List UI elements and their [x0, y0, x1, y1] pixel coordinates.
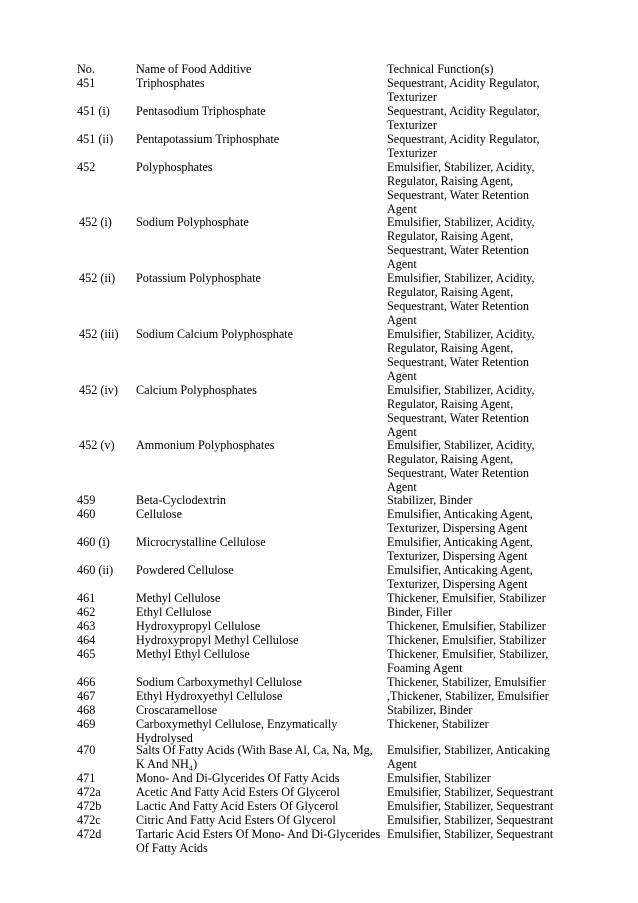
- cell-function-line: Thickener, Stabilizer, Emulsifier: [387, 675, 546, 689]
- cell-function: [387, 703, 472, 717]
- cell-no: 452 (iv): [79, 383, 118, 397]
- cell-function-line: Thickener, Emulsifier, Stabilizer: [387, 633, 546, 647]
- cell-name: [136, 591, 220, 605]
- cell-name: [136, 689, 282, 703]
- cell-function-line: Agent: [387, 313, 417, 327]
- cell-function: [387, 717, 489, 731]
- cell-function: [387, 591, 546, 605]
- cell-name: [136, 132, 279, 146]
- cell-name: [136, 813, 336, 827]
- cell-function: [387, 104, 540, 132]
- cell-function-line: Emulsifier, Anticaking Agent,: [387, 535, 533, 549]
- cell-function-line: Foaming Agent: [387, 661, 463, 675]
- cell-name-line: Cellulose: [136, 507, 183, 521]
- cell-function: [387, 813, 553, 827]
- cell-no: 469: [77, 717, 96, 731]
- cell-name-line: Carboxymethyl Cellulose, Enzymatically: [136, 717, 338, 731]
- cell-name-line: Sodium Calcium Polyphosphate: [136, 327, 294, 341]
- cell-function-line: Emulsifier, Stabilizer, Acidity,: [387, 215, 535, 229]
- cell-function-line: Texturizer, Dispersing Agent: [387, 577, 528, 591]
- cell-no: 471: [77, 771, 96, 785]
- cell-name: [136, 717, 337, 745]
- cell-function-line: Sequestrant, Acidity Regulator,: [387, 132, 540, 146]
- cell-name: [136, 160, 213, 174]
- cell-function: [387, 647, 548, 675]
- cell-name-line: Triphosphates: [136, 76, 205, 90]
- cell-function-line: Stabilizer, Binder: [387, 703, 473, 717]
- cell-function: [387, 215, 535, 271]
- cell-no: 463: [77, 619, 96, 633]
- cell-no: 464: [77, 633, 96, 647]
- cell-function: [387, 605, 452, 619]
- cell-function-line: Sequestrant, Water Retention: [387, 355, 529, 369]
- cell-function: [387, 132, 540, 160]
- cell-function-line: Emulsifier, Stabilizer, Acidity,: [387, 383, 535, 397]
- header-name: Name of Food Additive: [136, 62, 252, 76]
- cell-name: [136, 647, 250, 661]
- cell-function: [387, 689, 549, 703]
- cell-name-line: Powdered Cellulose: [136, 563, 234, 577]
- cell-no: 452 (ii): [79, 271, 116, 285]
- cell-no: 459: [77, 493, 96, 507]
- cell-function-line: Emulsifier, Stabilizer, Acidity,: [387, 271, 535, 285]
- cell-name: [136, 703, 217, 717]
- cell-function-line: Regulator, Raising Agent,: [387, 174, 514, 188]
- cell-no: 472d: [77, 827, 102, 841]
- cell-function-line: Texturizer, Dispersing Agent: [387, 521, 528, 535]
- cell-no: 452 (v): [79, 438, 115, 452]
- cell-function-line: Texturizer: [387, 118, 437, 132]
- cell-function: [387, 785, 553, 799]
- cell-function-line: Agent: [387, 202, 417, 216]
- cell-name-line: Sodium Carboxymethyl Cellulose: [136, 675, 302, 689]
- cell-function-line: Texturizer: [387, 146, 437, 160]
- cell-function-line: Emulsifier, Anticaking Agent,: [387, 563, 533, 577]
- cell-function-line: Binder, Filler: [387, 605, 453, 619]
- cell-name-line: Croscaramellose: [136, 703, 218, 717]
- cell-name: [136, 507, 182, 521]
- cell-name-line: K And NH₄): [136, 757, 198, 771]
- cell-no: 470: [77, 743, 96, 757]
- cell-function: [387, 493, 472, 507]
- cell-function: [387, 633, 546, 647]
- cell-name: [136, 743, 373, 771]
- cell-no: 468: [77, 703, 96, 717]
- cell-name-line: Pentasodium Triphosphate: [136, 104, 266, 118]
- cell-name-line: Of Fatty Acids: [136, 841, 208, 855]
- cell-function-line: Emulsifier, Stabilizer, Anticaking: [387, 743, 550, 757]
- cell-name: [136, 675, 302, 689]
- cell-function-line: Sequestrant, Water Retention: [387, 299, 529, 313]
- cell-name: [136, 493, 226, 507]
- cell-name-line: Pentapotassium Triphosphate: [136, 132, 280, 146]
- cell-name-line: Methyl Cellulose: [136, 591, 221, 605]
- cell-function: [387, 827, 553, 841]
- cell-name: [136, 76, 205, 90]
- cell-function-line: Texturizer, Dispersing Agent: [387, 549, 528, 563]
- cell-no: 472c: [77, 813, 101, 827]
- cell-function-line: Regulator, Raising Agent,: [387, 452, 514, 466]
- cell-function: [387, 507, 533, 535]
- cell-function-line: ,Thickener, Stabilizer, Emulsifier: [387, 689, 549, 703]
- cell-function-line: Emulsifier, Stabilizer, Sequestrant: [387, 785, 554, 799]
- cell-function-line: Emulsifier, Stabilizer, Sequestrant: [387, 799, 554, 813]
- cell-function-line: Emulsifier, Stabilizer, Acidity,: [387, 438, 535, 452]
- cell-function-line: Regulator, Raising Agent,: [387, 229, 514, 243]
- cell-name-line: Calcium Polyphosphates: [136, 383, 257, 397]
- cell-no: 472b: [77, 799, 102, 813]
- cell-no: 452: [77, 160, 96, 174]
- cell-function: [387, 675, 546, 689]
- cell-no: 466: [77, 675, 96, 689]
- cell-name-line: Tartaric Acid Esters Of Mono- And Di-Glycerides: [136, 827, 381, 841]
- cell-no: 465: [77, 647, 96, 661]
- cell-name: [136, 215, 249, 229]
- cell-name-line: Polyphosphates: [136, 160, 213, 174]
- cell-function-line: Regulator, Raising Agent,: [387, 397, 514, 411]
- cell-name: [136, 383, 257, 397]
- cell-no: 472a: [77, 785, 101, 799]
- cell-function-line: Sequestrant, Acidity Regulator,: [387, 104, 540, 118]
- header-function: Technical Function(s): [387, 62, 494, 76]
- cell-function: [387, 799, 553, 813]
- cell-name-line: Mono- And Di-Glycerides Of Fatty Acids: [136, 771, 340, 785]
- cell-function-line: Sequestrant, Water Retention: [387, 243, 529, 257]
- cell-function: [387, 535, 533, 563]
- cell-function-line: Agent: [387, 369, 417, 383]
- cell-name-line: Ethyl Hydroxyethyl Cellulose: [136, 689, 283, 703]
- cell-function: [387, 271, 535, 327]
- cell-function-line: Agent: [387, 757, 417, 771]
- cell-no: 452 (i): [79, 215, 112, 229]
- cell-name: [136, 438, 274, 452]
- cell-function: [387, 76, 540, 104]
- cell-name-line: Hydroxypropyl Cellulose: [136, 619, 261, 633]
- cell-name: [136, 771, 339, 785]
- cell-function-line: Agent: [387, 425, 417, 439]
- cell-function-line: Emulsifier, Anticaking Agent,: [387, 507, 533, 521]
- cell-function-line: Emulsifier, Stabilizer, Acidity,: [387, 160, 535, 174]
- cell-function-line: Sequestrant, Water Retention: [387, 188, 529, 202]
- cell-name-line: Beta-Cyclodextrin: [136, 493, 227, 507]
- cell-no: 451: [77, 76, 96, 90]
- cell-name: [136, 563, 234, 577]
- cell-function: [387, 383, 535, 439]
- cell-name-line: Lactic And Fatty Acid Esters Of Glycerol: [136, 799, 339, 813]
- cell-function: [387, 771, 491, 785]
- cell-function-line: Emulsifier, Stabilizer, Acidity,: [387, 327, 535, 341]
- cell-function-line: Agent: [387, 257, 417, 271]
- cell-no: 451 (i): [77, 104, 110, 118]
- cell-name: [136, 785, 340, 799]
- cell-function: [387, 438, 535, 494]
- cell-name: [136, 327, 293, 341]
- cell-name-line: Microcrystalline Cellulose: [136, 535, 266, 549]
- cell-name-line: Methyl Ethyl Cellulose: [136, 647, 250, 661]
- header-no: No.: [77, 62, 95, 76]
- cell-function-line: Thickener, Emulsifier, Stabilizer,: [387, 647, 549, 661]
- cell-function-line: Emulsifier, Stabilizer: [387, 771, 491, 785]
- cell-function-line: Emulsifier, Stabilizer, Sequestrant: [387, 827, 554, 841]
- cell-no: 460 (i): [77, 535, 110, 549]
- cell-function-line: Thickener, Stabilizer: [387, 717, 489, 731]
- cell-no: 461: [77, 591, 96, 605]
- cell-name-line: Citric And Fatty Acid Esters Of Glycerol: [136, 813, 336, 827]
- cell-no: 460: [77, 507, 96, 521]
- cell-function: [387, 327, 535, 383]
- cell-no: 460 (ii): [77, 563, 114, 577]
- cell-name-line: Ammonium Polyphosphates: [136, 438, 275, 452]
- cell-function: [387, 160, 535, 216]
- cell-name: [136, 633, 298, 647]
- cell-function: [387, 619, 546, 633]
- cell-function-line: Sequestrant, Water Retention: [387, 411, 529, 425]
- cell-function: [387, 563, 533, 591]
- cell-function-line: Regulator, Raising Agent,: [387, 285, 514, 299]
- cell-no: 452 (iii): [79, 327, 119, 341]
- cell-name: [136, 271, 261, 285]
- cell-name: [136, 827, 380, 855]
- cell-function-line: Agent: [387, 480, 417, 494]
- cell-name-line: Sodium Polyphosphate: [136, 215, 249, 229]
- cell-function-line: Regulator, Raising Agent,: [387, 341, 514, 355]
- cell-function-line: Emulsifier, Stabilizer, Sequestrant: [387, 813, 554, 827]
- cell-name: [136, 104, 266, 118]
- cell-name: [136, 535, 266, 549]
- cell-name-line: Salts Of Fatty Acids (With Base Al, Ca, Na, Mg,: [136, 743, 373, 757]
- cell-name: [136, 799, 338, 813]
- cell-name-line: Hydrolysed: [136, 731, 193, 745]
- cell-function-line: Thickener, Emulsifier, Stabilizer: [387, 591, 546, 605]
- cell-no: 467: [77, 689, 96, 703]
- cell-function-line: Sequestrant, Water Retention: [387, 466, 529, 480]
- cell-name-line: Ethyl Cellulose: [136, 605, 212, 619]
- cell-function-line: Thickener, Emulsifier, Stabilizer: [387, 619, 546, 633]
- cell-function-line: Texturizer: [387, 90, 437, 104]
- cell-function-line: Sequestrant, Acidity Regulator,: [387, 76, 540, 90]
- cell-function: [387, 743, 550, 771]
- cell-function-line: Stabilizer, Binder: [387, 493, 473, 507]
- cell-name-line: Potassium Polyphosphate: [136, 271, 261, 285]
- cell-name-line: Hydroxypropyl Methyl Cellulose: [136, 633, 299, 647]
- cell-no: 462: [77, 605, 96, 619]
- cell-name: [136, 619, 260, 633]
- cell-no: 451 (ii): [77, 132, 114, 146]
- cell-name-line: Acetic And Fatty Acid Esters Of Glycerol: [136, 785, 340, 799]
- cell-name: [136, 605, 212, 619]
